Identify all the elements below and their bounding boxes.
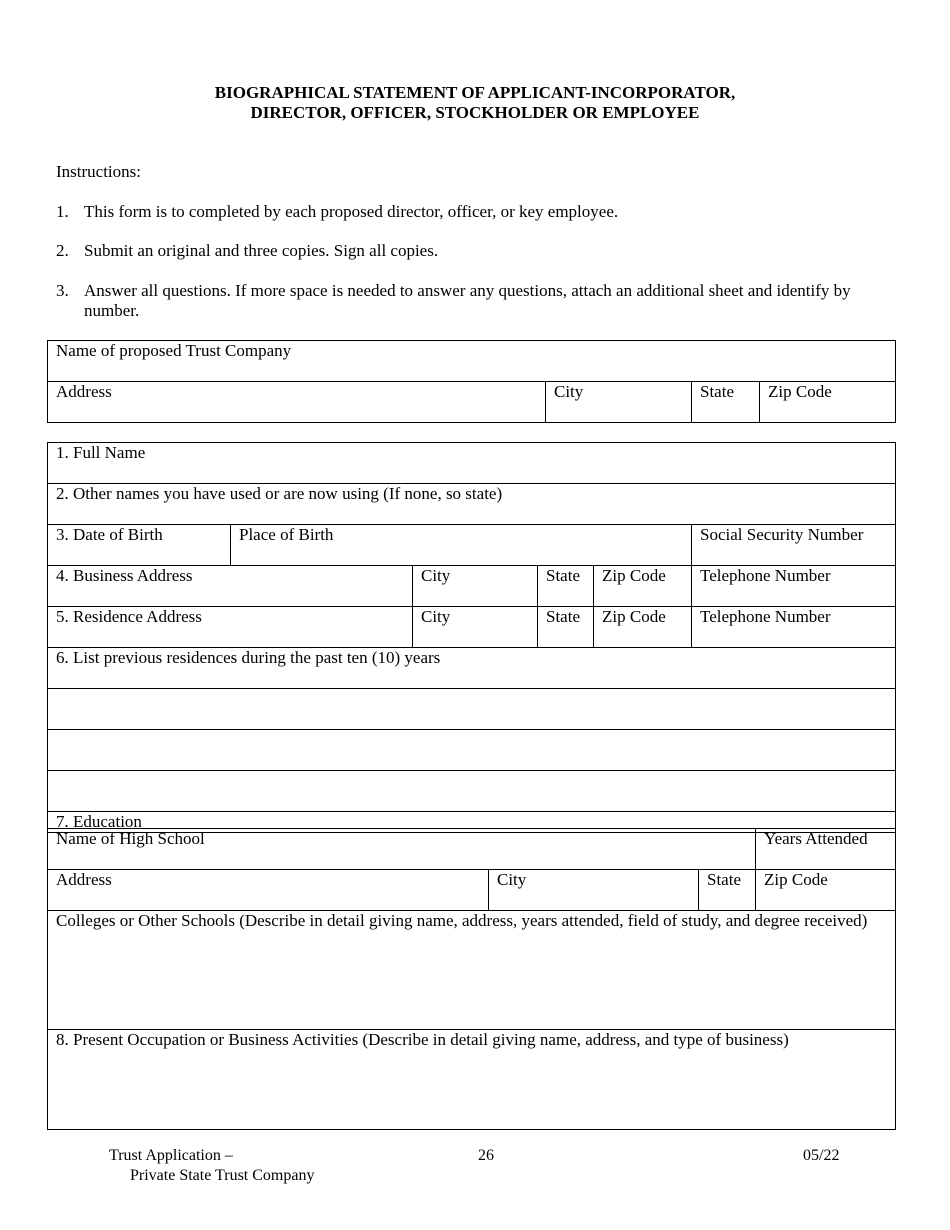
education-table bbox=[47, 828, 896, 1130]
trust-company-name-field[interactable] bbox=[48, 341, 896, 382]
residence-city-label: City bbox=[421, 607, 451, 626]
form-title-line2: DIRECTOR, OFFICER, STOCKHOLDER OR EMPLOYEE bbox=[250, 103, 700, 122]
residence-city-field[interactable] bbox=[413, 607, 538, 648]
business-state-field[interactable] bbox=[538, 566, 594, 607]
instruction-item-2 bbox=[0, 241, 950, 261]
instruction-text: This form is to completed by each proposed director, officer, or key employee. bbox=[84, 202, 619, 221]
company-address-field[interactable] bbox=[48, 382, 546, 423]
place-of-birth-field[interactable] bbox=[231, 525, 692, 566]
instruction-text: Answer all questions. If more space is needed to answer any questions, attach an additional sheet and identify by number. bbox=[84, 281, 851, 320]
company-state-label: State bbox=[700, 382, 734, 401]
school-zip-field[interactable] bbox=[756, 870, 896, 911]
high-school-label: Name of High School bbox=[56, 829, 205, 848]
business-address-field[interactable] bbox=[48, 566, 413, 607]
previous-residence-line[interactable] bbox=[48, 689, 896, 730]
residence-telephone-label: Telephone Number bbox=[700, 607, 831, 626]
school-zip-label: Zip Code bbox=[764, 870, 828, 889]
place-of-birth-label: Place of Birth bbox=[239, 525, 334, 544]
school-city-field[interactable] bbox=[489, 870, 699, 911]
full-name-field[interactable] bbox=[48, 443, 896, 484]
years-attended-field[interactable] bbox=[756, 829, 896, 870]
residence-address-label: 5. Residence Address bbox=[56, 607, 202, 626]
previous-residences-header bbox=[48, 648, 896, 689]
other-names-label: 2. Other names you have used or are now using (If none, so state) bbox=[56, 484, 503, 503]
instruction-text: Submit an original and three copies. Sign all copies. bbox=[84, 241, 439, 260]
instruction-number: 2. bbox=[56, 241, 69, 260]
instruction-item-1 bbox=[0, 202, 950, 222]
company-address-label: Address bbox=[56, 382, 112, 401]
colleges-label: Colleges or Other Schools (Describe in detail giving name, address, years attended, field of study, and degree received) bbox=[56, 911, 868, 930]
education-label: 7. Education bbox=[56, 812, 142, 831]
ssn-label: Social Security Number bbox=[700, 525, 864, 544]
colleges-field[interactable] bbox=[48, 911, 896, 1030]
residence-state-field[interactable] bbox=[538, 607, 594, 648]
company-city-label: City bbox=[554, 382, 584, 401]
date-of-birth-field[interactable] bbox=[48, 525, 231, 566]
full-name-label: 1. Full Name bbox=[56, 443, 146, 462]
business-telephone-field[interactable] bbox=[692, 566, 896, 607]
residence-state-label: State bbox=[546, 607, 580, 626]
business-address-label: 4. Business Address bbox=[56, 566, 193, 585]
company-state-field[interactable] bbox=[692, 382, 760, 423]
business-state-label: State bbox=[546, 566, 580, 585]
applicant-table bbox=[47, 442, 896, 833]
business-city-label: City bbox=[421, 566, 451, 585]
residence-zip-label: Zip Code bbox=[602, 607, 666, 626]
school-state-label: State bbox=[707, 870, 741, 889]
business-zip-label: Zip Code bbox=[602, 566, 666, 585]
residence-address-field[interactable] bbox=[48, 607, 413, 648]
instruction-number: 1. bbox=[56, 202, 69, 221]
footer-left-line2: Private State Trust Company bbox=[130, 1167, 315, 1184]
school-address-field[interactable] bbox=[48, 870, 489, 911]
previous-residences-label: 6. List previous residences during the past ten (10) years bbox=[56, 648, 441, 667]
trust-company-name-label: Name of proposed Trust Company bbox=[56, 341, 292, 360]
form-title-line1: BIOGRAPHICAL STATEMENT OF APPLICANT-INCORPORATOR, bbox=[214, 83, 736, 102]
date-of-birth-label: 3. Date of Birth bbox=[56, 525, 163, 544]
company-city-field[interactable] bbox=[546, 382, 692, 423]
instructions-heading: Instructions: bbox=[56, 162, 141, 181]
school-address-label: Address bbox=[56, 870, 112, 889]
instruction-number: 3. bbox=[56, 281, 69, 300]
footer-date: 05/22 bbox=[803, 1147, 840, 1164]
ssn-field[interactable] bbox=[692, 525, 896, 566]
business-city-field[interactable] bbox=[413, 566, 538, 607]
page-number: 26 bbox=[478, 1147, 494, 1164]
previous-residence-line[interactable] bbox=[48, 771, 896, 812]
instruction-item-3 bbox=[0, 281, 950, 321]
occupation-label: 8. Present Occupation or Business Activities (Describe in detail giving name, address, and type of business) bbox=[56, 1030, 789, 1049]
previous-residence-line[interactable] bbox=[48, 730, 896, 771]
business-zip-field[interactable] bbox=[594, 566, 692, 607]
years-attended-label: Years Attended bbox=[764, 829, 868, 848]
company-zip-label: Zip Code bbox=[768, 382, 832, 401]
footer-left-line1: Trust Application – bbox=[109, 1147, 233, 1164]
school-city-label: City bbox=[497, 870, 527, 889]
residence-zip-field[interactable] bbox=[594, 607, 692, 648]
other-names-field[interactable] bbox=[48, 484, 896, 525]
school-state-field[interactable] bbox=[699, 870, 756, 911]
company-zip-field[interactable] bbox=[760, 382, 896, 423]
occupation-field[interactable] bbox=[48, 1030, 896, 1130]
trust-company-table bbox=[47, 340, 896, 423]
high-school-field[interactable] bbox=[48, 829, 755, 870]
business-telephone-label: Telephone Number bbox=[700, 566, 831, 585]
residence-telephone-field[interactable] bbox=[692, 607, 896, 648]
